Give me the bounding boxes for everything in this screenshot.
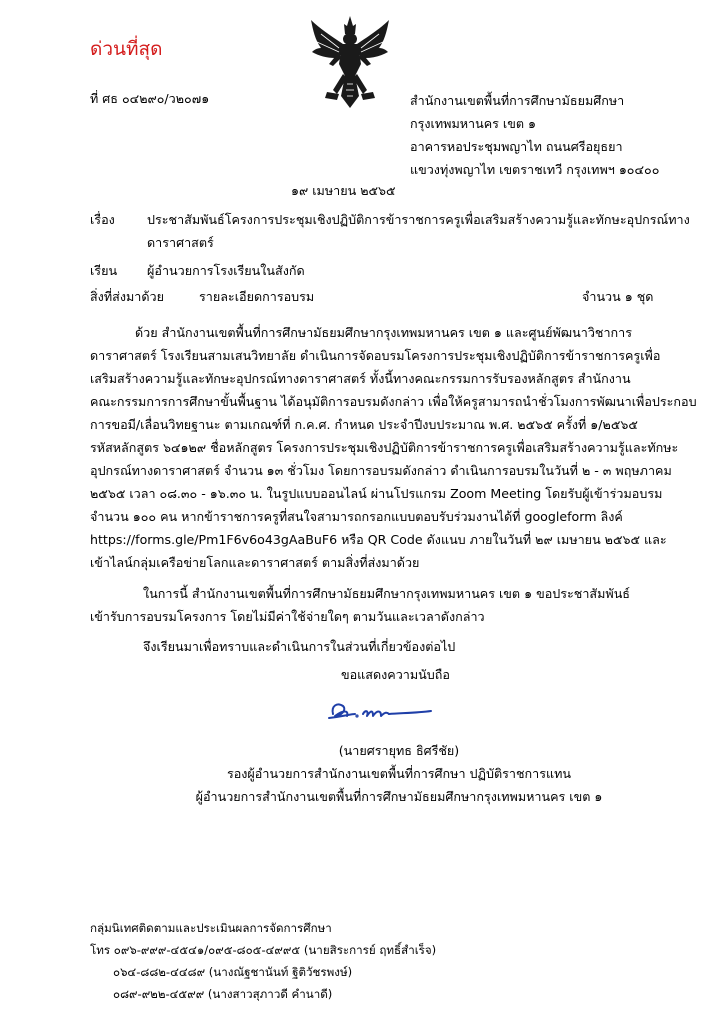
document-date: ๑๙ เมษายน ๒๕๖๕ [291, 183, 396, 198]
paragraph-1-line: การขอมี/เลื่อนวิทยฐานะ ตามเกณฑ์ที่ ก.ค.ศ. กำหนด ประจำปีงบประมาณ พ.ศ. ๒๕๖๕ ครั้งที่ ๑/๒๕๖๕ [90, 417, 638, 432]
garuda-emblem-icon [309, 14, 391, 110]
closing-salutation: ขอแสดงความนับถือ [341, 667, 450, 682]
enclosure-label: สิ่งที่ส่งมาด้วย [90, 289, 164, 304]
paragraph-1-line: คณะกรรมการการศึกษาขั้นพื้นฐาน ได้อนุมัติการอบรมดังกล่าว เพื่อให้ครูสามารถนำชั่วโมงการพัฒนาเพื่อประกอบ [90, 394, 697, 409]
address-line-4: แขวงทุ่งพญาไท เขตราชเทวี กรุงเทพฯ ๑๐๔๐๐ [410, 162, 660, 177]
paragraph-1-line: จำนวน ๑๐๐ คน หากข้าราชการครูที่สนใจสามารถกรอกแบบตอบรับร่วมงานได้ที่ googleform ลิงค์ [90, 509, 623, 524]
paragraph-1-line: ดาราศาสตร์ โรงเรียนสามเสนวิทยาลัย ดำเนินการจัดอบรมโครงการประชุมเชิงปฏิบัติการข้าราชการครูเพื่อ [90, 348, 661, 363]
handwritten-signature-icon [325, 696, 435, 726]
address-line-1: สำนักงานเขตพื้นที่การศึกษามัธยมศึกษา [410, 93, 625, 108]
paragraph-1-line: ด้วย สำนักงานเขตพื้นที่การศึกษามัธยมศึกษากรุงเทพมหานคร เขต ๑ และศูนย์พัฒนาวิชาการ [135, 325, 632, 340]
address-line-3: อาคารหอประชุมพญาไท ถนนศรีอยุธยา [410, 139, 623, 154]
paragraph-2-line: ในการนี้ สำนักงานเขตพื้นที่การศึกษามัธยมศึกษากรุงเทพมหานคร เขต ๑ ขอประชาสัมพันธ์ [143, 586, 630, 601]
paragraph-1-line: รหัสหลักสูตร ๖๔๑๒๙ ชื่อหลักสูตร โครงการประชุมเชิงปฏิบัติการข้าราชการครูเพื่อเสริมสร้างความรู้และทักษะ [90, 440, 679, 455]
paragraph-1-line: เข้าไลน์กลุ่มเครือข่ายโลกและดาราศาสตร์ ตามสิ่งที่ส่งมาด้วย [90, 555, 420, 570]
footer-contact: ๐๖๔-๘๘๒-๔๔๘๙ (นางณัฐชานันท์ ฐิติวัชรพงษ์) [113, 965, 353, 979]
recipient-label: เรียน [90, 263, 118, 278]
enclosure-count: จำนวน ๑ ชุด [582, 289, 654, 304]
recipient-text: ผู้อำนวยการโรงเรียนในสังกัด [147, 263, 305, 278]
paragraph-2-line: เข้ารับการอบรมโครงการ โดยไม่มีค่าใช้จ่ายใดๆ ตามวันและเวลาดังกล่าว [90, 609, 485, 624]
paragraph-3: จึงเรียนมาเพื่อทราบและดำเนินการในส่วนที่เกี่ยวข้องต่อไป [143, 639, 456, 654]
footer-contact: ๐๘๙-๙๒๒-๔๕๙๙ (นางสาวสุภาวดี คำนาดี) [113, 987, 333, 1001]
paragraph-1-line: อุปกรณ์ทางดาราศาสตร์ จำนวน ๑๓ ชั่วโมง โดยการอบรมดังกล่าว ดำเนินการอบรมในวันที่ ๒ - ๓ พฤษภาคม [90, 463, 672, 478]
enclosure-text: รายละเอียดการอบรม [199, 289, 315, 304]
urgency-label: ด่วนที่สุด [90, 38, 163, 60]
address-line-2: กรุงเทพมหานคร เขต ๑ [410, 116, 537, 131]
paragraph-1-line: ๒๕๖๕ เวลา ๐๘.๓๐ - ๑๖.๓๐ น. ในรูปแบบออนไลน์ ผ่านโปรแกรม Zoom Meeting โดยรับผู้เข้าร่วมอบรม [90, 486, 663, 501]
paragraph-1-line: เสริมสร้างความรู้และทักษะอุปกรณ์ทางดาราศาสตร์ ทั้งนี้ทางคณะกรรมการรับรองหลักสูตร สำนักงาน [90, 371, 631, 386]
footer-department: กลุ่มนิเทศติดตามและประเมินผลการจัดการศึกษา [90, 921, 332, 935]
signer-position-1: รองผู้อำนวยการสำนักงานเขตพื้นที่การศึกษา ปฏิบัติราชการแทน [226, 766, 572, 781]
subject-label: เรื่อง [90, 212, 115, 227]
paragraph-1-line: https://forms.gle/Pm1F6v6o43gAaBuF6 หรือ QR Code ดังแนบ ภายในวันที่ ๒๙ เมษายน ๒๕๖๕ และ [90, 532, 667, 547]
subject-line-2: ดาราศาสตร์ [147, 235, 214, 250]
document-number: ที่ ศธ ๐๔๒๙๐/ว๒๐๗๑ [90, 91, 210, 106]
signer-position-2: ผู้อำนวยการสำนักงานเขตพื้นที่การศึกษามัธยมศึกษากรุงเทพมหานคร เขต ๑ [195, 789, 603, 804]
signer-name: (นายศรายุทธ ธิศรีชัย) [338, 743, 460, 758]
subject-line-1: ประชาสัมพันธ์โครงการประชุมเชิงปฏิบัติการข้าราชการครูเพื่อเสริมสร้างความรู้และทักษะอุปกรณ์ทาง [147, 212, 690, 227]
footer-contact: โทร ๐๙๖-๙๙๙-๔๕๔๑/๐๙๕-๘๐๕-๔๙๙๕ (นายสิระการย์ ฤทธิ์สำเร็จ) [90, 943, 437, 957]
